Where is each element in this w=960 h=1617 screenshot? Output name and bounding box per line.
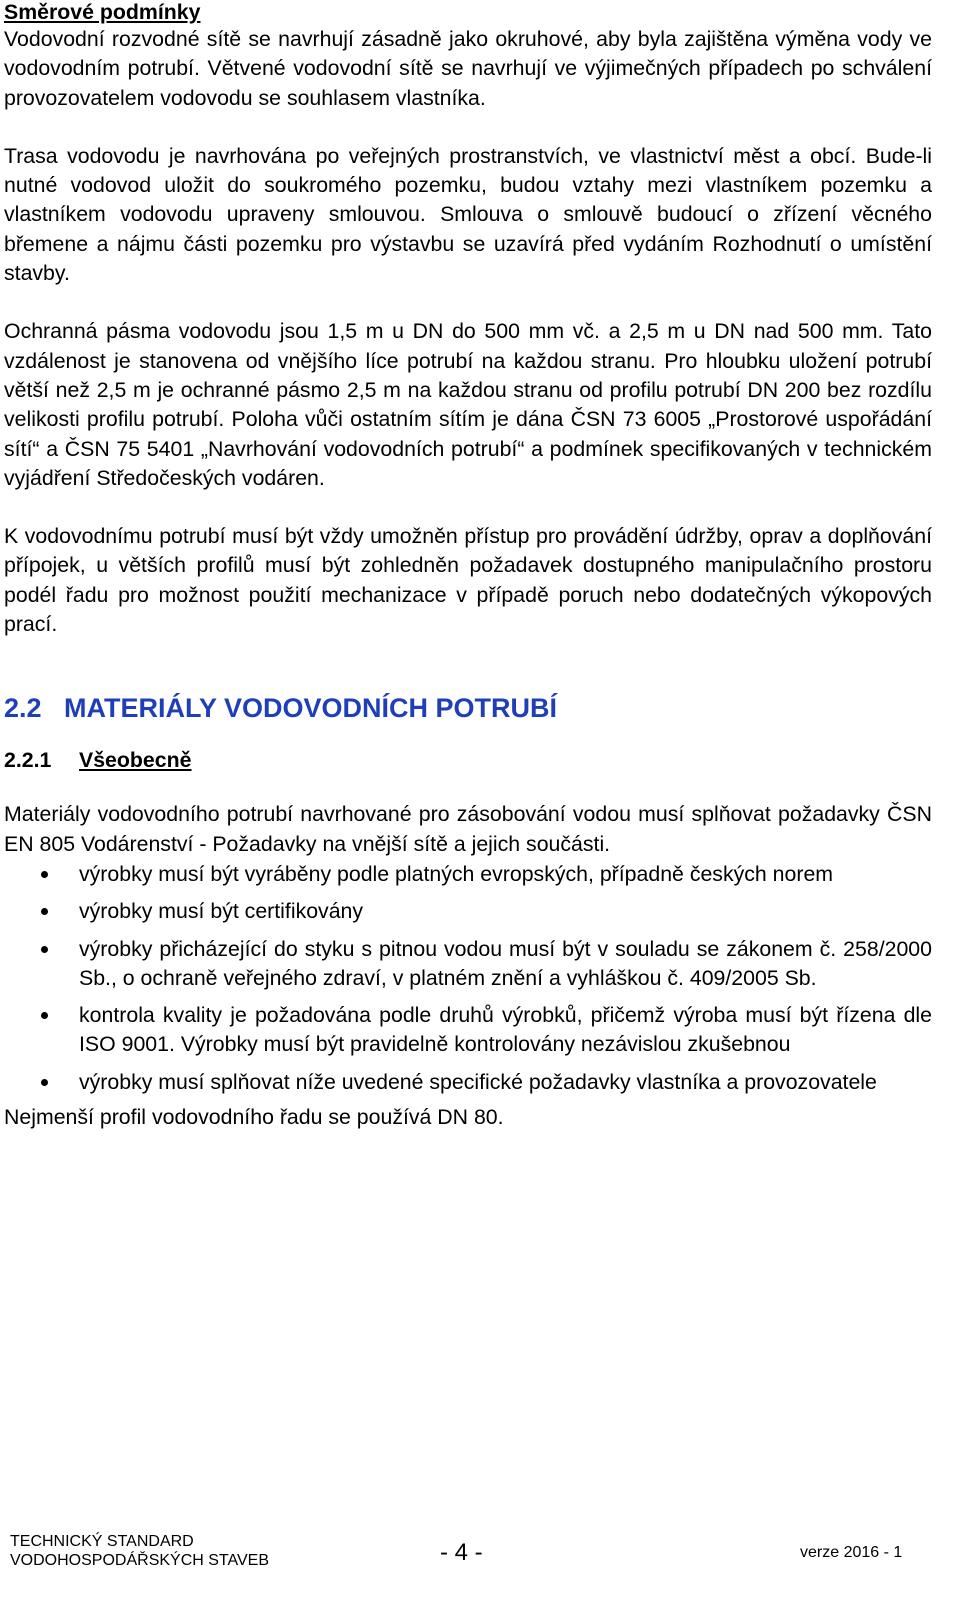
bullet-icon [41, 1012, 48, 1019]
list-item-text: výrobky přicházející do styku s pitnou vodou musí být v souladu se zákonem č. 258/2000 Sb., o ochraně veřejného zdraví, v platném znění a vyhláškou č. 409/2005 Sb. [79, 936, 932, 990]
bullet-icon [41, 871, 48, 878]
bullet-icon [41, 908, 48, 915]
list-item-text: výrobky musí být vyráběny podle platných evropských, případně českých norem [79, 861, 834, 886]
paragraph-access: K vodovodnímu potrubí musí být vždy umožněn přístup pro provádění údržby, oprav a doplňování přípojek, u větších profilů musí být zohledněn požadavek dostupného manipulačního prostoru podél řadu pro možnost použití mechanizace v případě poruch nebo dodatečných výkopových prací. [4, 524, 932, 637]
chapter-title: MATERIÁLY VODOVODNÍCH POTRUBÍ [64, 693, 558, 724]
list-item [4, 860, 932, 889]
paragraph-network-type: Vodovodní rozvodné sítě se navrhují zásadně jako okruhové, aby byla zajištěna výměna vody ve vodovodním potrubí. Větvené vodovodní sítě se navrhují ve výjimečných případech po schválení provozovatelem vodovodu se souhlasem vlastníka. [4, 27, 932, 110]
footer-version: verze 2016 - 1 [800, 1544, 903, 1561]
list-item [4, 1001, 932, 1060]
chapter-number: 2.2 [4, 693, 42, 724]
list-item [4, 935, 932, 994]
list-item [4, 1068, 932, 1097]
footer-line-2: VODOHOSPODÁŘSKÝCH STAVEB [10, 1552, 270, 1569]
section-heading: Směrové podmínky [4, 0, 201, 24]
list-item-text: výrobky musí splňovat níže uvedené specifické požadavky vlastníka a provozovatele [79, 1069, 877, 1094]
paragraph-route: Trasa vodovodu je navrhována po veřejných prostranstvích, ve vlastnictví měst a obcí. Bude-li nutné vodovod uložit do soukromého pozemku, budou vztahy mezi vlastníkem pozemku a vlastníkem vodovodu upraveny smlouvou. Smlouva o smlouvě budoucí o zřízení věcného břemene a nájmu části pozemku pro výstavbu se uzavírá před vydáním Rozhodnutí o umístění stavby. [4, 143, 932, 286]
closing-line: Nejmenší profil vodovodního řadu se používá DN 80. [4, 1105, 504, 1130]
list-item-text: výrobky musí být certifikovány [79, 899, 364, 924]
page-number: - 4 - [440, 1539, 483, 1566]
subchapter-number: 2.2.1 [4, 748, 52, 773]
chapter-heading [4, 691, 932, 725]
materials-intro: Materiály vodovodního potrubí navrhované pro zásobování vodou musí splňovat požadavky ČSN EN 805 Vodárenství - Požadavky na vnější sítě a jejich součásti. [4, 802, 932, 856]
subchapter-title: Všeobecně [79, 748, 192, 773]
list-item-text: kontrola kvality je požadována podle druhů výrobků, přičemž výroba musí být řízena dle ISO 9001. Výrobky musí být pravidelně kontrolovány nezávislou zkušebnou [79, 1003, 932, 1057]
document-page [4, 0, 932, 1132]
paragraph-protection-zones: Ochranná pásma vodovodu jsou 1,5 m u DN do 500 mm vč. a 2,5 m u DN nad 500 mm. Tato vzdálenost je stanovena od vnějšího líce potrubí na každou stranu. Pro hloubku uložení potrubí větší než 2,5 m je ochranné pásmo 2,5 m na každou stranu od profilu potrubí DN 200 bez rozdílu velikosti profilu potrubí. Poloha vůči ostatním sítím je dána ČSN 73 6005 „Prostorové uspořádání sítí“ a ČSN 75 5401 „Navrhování vodovodních potrubí“ a podmínek specifikovaných v technickém vyjádření Středočeských vodáren. [4, 319, 932, 490]
subchapter-heading [4, 745, 932, 775]
requirements-list [4, 860, 932, 1097]
bullet-icon [41, 946, 48, 953]
footer-standard-title [10, 1532, 269, 1570]
list-item [4, 897, 932, 926]
footer-line-1: TECHNICKÝ STANDARD [10, 1533, 194, 1550]
bullet-icon [41, 1079, 48, 1086]
